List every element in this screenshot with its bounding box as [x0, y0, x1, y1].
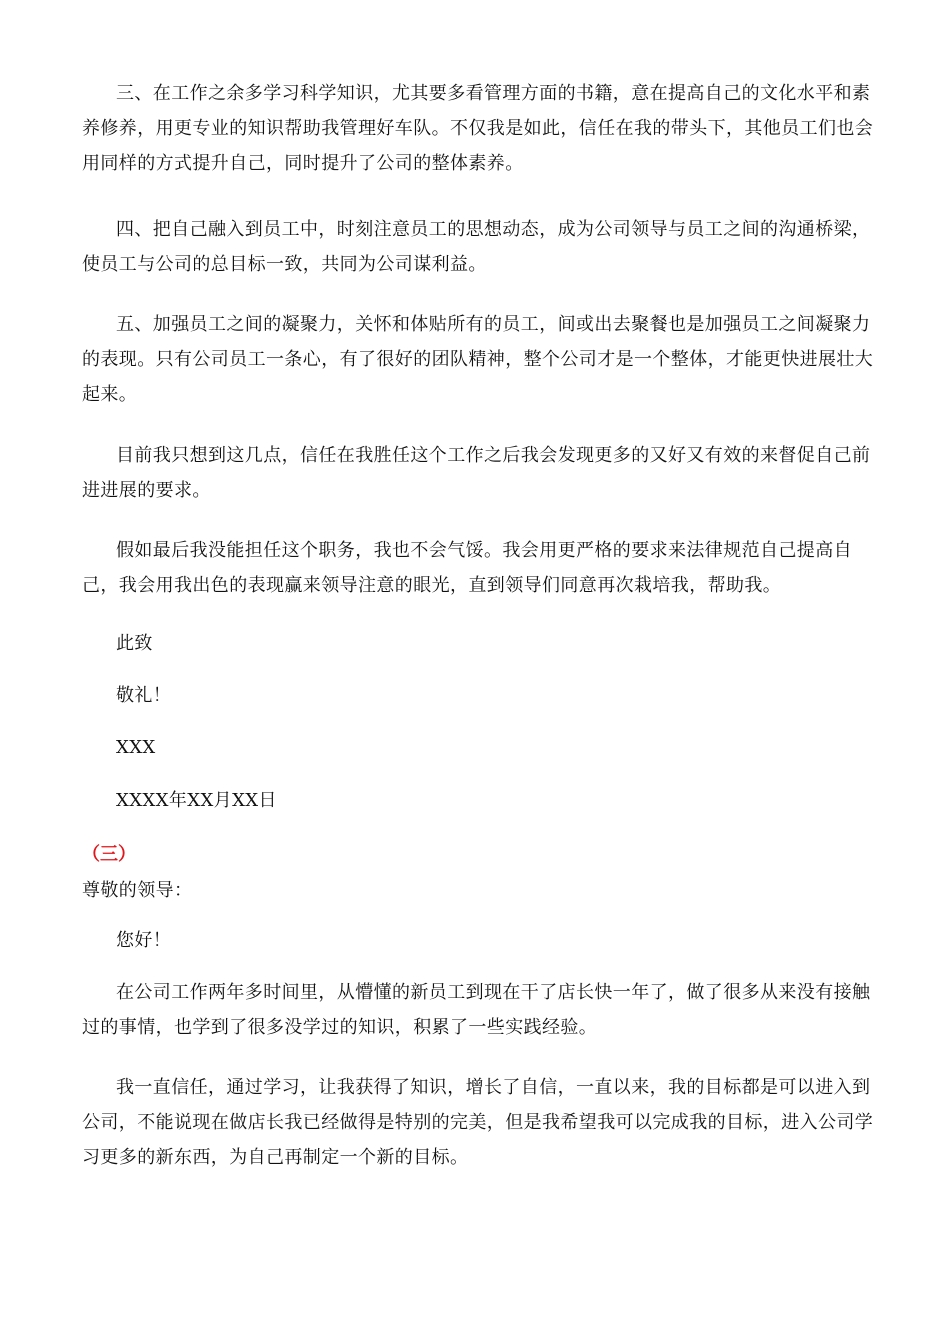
- text-line: 四、把自己融入到员工中，时刻注意员工的思想动态，成为公司领导与员工之间的沟通桥梁，: [116, 219, 871, 240]
- text-line: 目前我只想到这几点，信任在我胜任这个工作之后我会发现更多的又好又有效的来督促自己前: [116, 445, 871, 466]
- text-line: 的表现。只有公司员工一条心，有了很好的团队精神，整个公司才是一个整体，才能更快进展壮大: [82, 349, 874, 370]
- letter-signature: XXX: [116, 737, 156, 758]
- text-line: 使员工与公司的总目标一致，共同为公司谋利益。: [82, 254, 487, 275]
- paragraph-item-three: [82, 76, 874, 181]
- letter-hello: 您好！: [116, 930, 172, 951]
- text-line: 过的事情，也学到了很多没学过的知识，积累了一些实践经验。: [82, 1017, 598, 1038]
- letter-greeting: 尊敬的领导：: [82, 880, 193, 901]
- paragraph-item-four: [82, 212, 871, 282]
- text-line: 己，我会用我出色的表现赢来领导注意的眼光，直到领导们同意再次栽培我，帮助我。: [82, 575, 782, 596]
- text-line: 五、加强员工之间的凝聚力，关怀和体贴所有的员工，间或出去聚餐也是加强员工之间凝聚力: [116, 314, 871, 335]
- text-line: 习更多的新东西，为自己再制定一个新的目标。: [82, 1147, 469, 1168]
- letter-date: XXXX年XX月XX日: [116, 790, 277, 811]
- text-line: 进进展的要求。: [82, 480, 211, 501]
- text-line: 公司，不能说现在做店长我已经做得是特别的完美，但是我希望我可以完成我的目标，进入公司学: [82, 1112, 874, 1133]
- letter-closing: 此致: [116, 633, 153, 654]
- text-line: 在公司工作两年多时间里，从懵懂的新员工到现在干了店长快一年了，做了很多从来没有接触: [116, 982, 871, 1003]
- section-heading: （三）: [82, 844, 136, 865]
- text-line: 三、在工作之余多学习科学知识，尤其要多看管理方面的书籍，意在提高自己的文化水平和素: [116, 83, 871, 104]
- paragraph-current-thoughts: [82, 438, 871, 508]
- text-line: 养修养，用更专业的知识帮助我管理好车队。不仅我是如此，信任在我的带头下，其他员工们也会: [82, 118, 874, 139]
- letter-salute: 敬礼！: [116, 685, 172, 706]
- paragraph-if-not-selected: [82, 533, 864, 603]
- text-line: 我一直信任，通过学习，让我获得了知识，增长了自信，一直以来，我的目标都是可以进入到: [116, 1077, 871, 1098]
- text-line: 用同样的方式提升自己，同时提升了公司的整体素养。: [82, 153, 524, 174]
- paragraph-work-experience: [82, 975, 871, 1045]
- text-line: 起来。: [82, 384, 138, 405]
- text-line: 假如最后我没能担任这个职务，我也不会气馁。我会用更严格的要求来法律规范自己提高自: [116, 540, 852, 561]
- paragraph-goals: [82, 1070, 874, 1175]
- paragraph-item-five: [82, 307, 874, 412]
